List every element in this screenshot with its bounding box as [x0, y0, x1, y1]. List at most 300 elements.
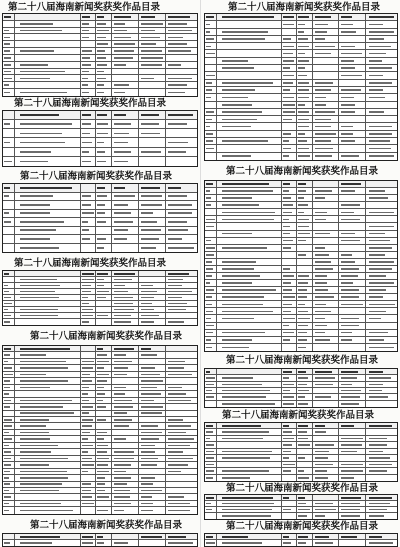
table-cell — [297, 301, 312, 307]
illegible-text — [222, 497, 274, 499]
table-cell — [313, 43, 340, 49]
table-cell — [217, 308, 282, 314]
table-cell — [339, 80, 366, 86]
illegible-text — [315, 515, 325, 517]
table-cell — [112, 218, 139, 226]
table-cell — [297, 58, 312, 64]
illegible-text — [168, 279, 182, 281]
table-cell — [3, 307, 15, 312]
illegible-text — [4, 438, 12, 440]
illegible-text — [168, 64, 181, 66]
illegible-text — [283, 451, 291, 453]
table-cell — [339, 462, 366, 467]
illegible-text — [82, 114, 91, 116]
table-cell — [366, 181, 397, 187]
table-cell — [313, 287, 340, 293]
illegible-text — [141, 354, 157, 356]
table-cell — [339, 455, 366, 460]
illegible-text — [141, 133, 160, 135]
table-cell — [339, 21, 366, 27]
illegible-text — [298, 140, 306, 142]
illegible-text — [341, 97, 353, 99]
illegible-text — [141, 393, 161, 395]
table-cell — [366, 231, 397, 237]
table-cell — [366, 468, 397, 473]
table-row — [205, 513, 397, 519]
table-cell — [366, 266, 397, 272]
table-cell — [15, 501, 81, 506]
table-cell — [3, 120, 15, 128]
illegible-text — [206, 148, 215, 150]
table-cell — [96, 391, 112, 396]
illegible-text — [114, 114, 126, 116]
illegible-text — [20, 510, 73, 512]
table-cell — [313, 369, 340, 374]
table-cell — [15, 277, 81, 282]
award-table — [204, 13, 398, 161]
illegible-text — [341, 390, 361, 392]
illegible-text — [20, 354, 46, 356]
illegible-text — [315, 536, 329, 538]
table-cell — [15, 138, 81, 146]
table-cell — [139, 82, 166, 88]
table-cell — [15, 430, 81, 435]
table-cell — [217, 245, 282, 251]
illegible-text — [168, 78, 191, 80]
table-cell — [313, 394, 340, 399]
illegible-text — [369, 296, 383, 298]
illegible-text — [114, 348, 135, 350]
table-cell — [112, 210, 139, 218]
illegible-text — [82, 16, 91, 18]
table-row — [205, 58, 397, 65]
illegible-text — [315, 431, 326, 433]
table-cell — [339, 87, 366, 93]
table-cell — [81, 411, 97, 416]
illegible-text — [298, 89, 309, 91]
illegible-text — [315, 371, 332, 373]
table-cell — [217, 145, 282, 151]
illegible-text — [206, 261, 213, 263]
table-cell — [96, 469, 112, 474]
table-cell — [112, 120, 139, 128]
table-row — [205, 116, 397, 123]
illegible-text — [315, 261, 331, 263]
table-cell — [112, 385, 139, 390]
table-cell — [139, 62, 166, 68]
table-cell — [81, 494, 97, 499]
illegible-text — [369, 53, 386, 55]
table-cell — [81, 21, 97, 27]
illegible-text — [298, 148, 309, 150]
table-cell — [15, 34, 81, 40]
table-cell — [217, 87, 282, 93]
illegible-text — [315, 219, 326, 221]
table-cell — [366, 301, 397, 307]
table-cell — [15, 157, 81, 166]
table-cell — [3, 283, 15, 288]
table-cell — [282, 109, 297, 115]
table-cell — [297, 238, 312, 244]
table-cell — [282, 29, 297, 35]
table-cell — [96, 301, 112, 306]
illegible-text — [82, 367, 94, 369]
illegible-text — [298, 282, 307, 284]
table-cell — [15, 55, 81, 61]
table-cell — [205, 344, 217, 351]
illegible-text — [82, 78, 88, 80]
table-cell — [339, 29, 366, 35]
table-cell — [96, 430, 112, 435]
table-cell — [297, 14, 312, 20]
table-cell — [166, 540, 197, 546]
illegible-text — [298, 304, 305, 306]
illegible-text — [82, 238, 90, 240]
table-cell — [313, 116, 340, 122]
illegible-text — [168, 43, 187, 45]
table-cell — [339, 223, 366, 229]
table-cell — [339, 382, 366, 387]
table-cell — [366, 382, 397, 387]
table-cell — [15, 41, 81, 47]
illegible-text — [20, 123, 72, 125]
illegible-text — [283, 53, 294, 55]
table-cell — [205, 423, 217, 428]
table-cell — [339, 181, 366, 187]
illegible-text — [341, 46, 354, 48]
illegible-text — [283, 390, 290, 392]
illegible-text — [283, 60, 294, 62]
table-cell — [96, 501, 112, 506]
illegible-text — [114, 393, 125, 395]
table-cell — [15, 210, 81, 218]
illegible-text — [82, 542, 94, 544]
table-cell — [205, 195, 217, 201]
table-cell — [339, 495, 366, 500]
table-cell — [96, 359, 112, 364]
illegible-text — [168, 37, 182, 39]
illegible-text — [206, 226, 214, 228]
table-cell — [313, 294, 340, 300]
illegible-text — [4, 361, 8, 363]
section-heading: 第二十八届海南新闻奖获奖作品目录 — [30, 520, 183, 531]
table-cell — [339, 323, 366, 329]
table-cell — [205, 181, 217, 187]
illegible-text — [298, 438, 307, 440]
illegible-text — [315, 339, 331, 341]
table-row — [205, 344, 397, 351]
illegible-text — [283, 97, 294, 99]
table-cell — [282, 507, 297, 512]
illegible-text — [20, 400, 73, 402]
illegible-text — [97, 71, 104, 73]
award-table — [2, 345, 198, 515]
illegible-text — [20, 387, 50, 389]
illegible-text — [20, 142, 65, 144]
table-cell — [339, 475, 366, 481]
illegible-text — [114, 84, 129, 86]
table-cell — [96, 201, 112, 209]
table-cell — [205, 50, 217, 56]
illegible-text — [114, 309, 134, 311]
illegible-text — [82, 438, 88, 440]
table-cell — [139, 138, 166, 146]
illegible-text — [4, 432, 10, 434]
illegible-text — [369, 425, 392, 427]
illegible-text — [369, 451, 384, 453]
table-cell — [205, 216, 217, 222]
illegible-text — [298, 509, 310, 511]
table-cell — [81, 28, 97, 34]
table-row — [3, 201, 197, 210]
illegible-text — [20, 161, 48, 163]
table-cell — [297, 287, 312, 293]
table-cell — [313, 344, 340, 351]
table-row — [205, 65, 397, 72]
illegible-text — [369, 89, 383, 91]
table-cell — [3, 391, 15, 396]
table-cell — [112, 365, 139, 370]
table-cell — [313, 109, 340, 115]
table-cell — [366, 202, 397, 208]
illegible-text — [97, 374, 109, 376]
award-table — [2, 533, 198, 547]
illegible-text — [20, 151, 51, 153]
table-cell — [166, 398, 197, 403]
table-cell — [112, 469, 139, 474]
illegible-text — [341, 254, 351, 256]
illegible-text — [298, 311, 308, 313]
illegible-text — [315, 332, 326, 334]
table-cell — [81, 430, 97, 435]
table-cell — [366, 238, 397, 244]
table-cell — [282, 294, 297, 300]
table-cell — [139, 359, 166, 364]
illegible-text — [114, 57, 133, 59]
illegible-text — [206, 384, 214, 386]
table-cell — [366, 308, 397, 314]
table-cell — [313, 188, 340, 194]
illegible-text — [283, 247, 291, 249]
illegible-text — [222, 304, 263, 306]
table-cell — [112, 244, 139, 253]
table-cell — [96, 271, 112, 276]
illegible-text — [341, 212, 354, 214]
table-cell — [81, 443, 97, 448]
illegible-text — [222, 438, 263, 440]
table-cell — [282, 382, 297, 387]
illegible-text — [4, 400, 11, 402]
table-cell — [15, 129, 81, 137]
illegible-text — [20, 432, 49, 434]
table-cell — [96, 157, 112, 166]
table-cell — [217, 401, 282, 407]
illegible-text — [114, 23, 125, 25]
illegible-text — [114, 37, 132, 39]
table-cell — [15, 365, 81, 370]
illegible-text — [369, 503, 390, 505]
table-cell — [313, 375, 340, 380]
table-cell — [282, 388, 297, 393]
table-cell — [366, 501, 397, 506]
table-cell — [313, 495, 340, 500]
illegible-text — [141, 229, 161, 231]
table-cell — [282, 513, 297, 519]
illegible-text — [82, 503, 94, 505]
table-cell — [297, 29, 312, 35]
table-cell — [205, 109, 217, 115]
illegible-text — [20, 187, 72, 189]
table-cell — [81, 218, 97, 226]
table-cell — [81, 138, 97, 146]
table-row — [3, 193, 197, 202]
illegible-text — [315, 457, 328, 459]
table-cell — [81, 48, 97, 54]
illegible-text — [298, 133, 305, 135]
illegible-text — [283, 240, 293, 242]
illegible-text — [82, 445, 93, 447]
table-cell — [112, 534, 139, 539]
table-cell — [166, 436, 197, 441]
illegible-text — [114, 142, 128, 144]
illegible-text — [20, 221, 64, 223]
table-cell — [96, 289, 112, 294]
illegible-text — [315, 247, 326, 249]
table-cell — [81, 157, 97, 166]
illegible-text — [20, 374, 46, 376]
table-cell — [217, 131, 282, 137]
table-cell — [166, 359, 197, 364]
illegible-text — [283, 219, 289, 221]
table-cell — [282, 429, 297, 434]
table-cell — [139, 210, 166, 218]
illegible-text — [82, 151, 89, 153]
illegible-text — [97, 536, 103, 538]
table-cell — [139, 469, 166, 474]
table-cell — [205, 495, 217, 500]
illegible-text — [341, 155, 359, 157]
illegible-text — [222, 247, 268, 249]
illegible-text — [206, 16, 214, 18]
table-cell — [217, 344, 282, 351]
illegible-text — [114, 419, 132, 421]
illegible-text — [20, 78, 50, 80]
illegible-text — [315, 425, 326, 427]
table-cell — [297, 102, 312, 108]
illegible-text — [141, 432, 163, 434]
table-cell — [96, 48, 112, 54]
table-cell — [3, 365, 15, 370]
illegible-text — [315, 16, 331, 18]
table-cell — [313, 87, 340, 93]
table-cell — [3, 378, 15, 383]
illegible-text — [206, 542, 215, 544]
illegible-text — [114, 387, 126, 389]
illegible-text — [97, 458, 108, 460]
table-cell — [166, 244, 197, 253]
illegible-text — [206, 133, 213, 135]
table-cell — [366, 50, 397, 56]
table-cell — [112, 301, 139, 306]
table-cell — [139, 244, 166, 253]
table-row — [3, 62, 197, 69]
table-cell — [96, 319, 112, 325]
table-cell — [3, 423, 15, 428]
illegible-text — [298, 318, 310, 320]
table-cell — [15, 218, 81, 226]
illegible-text — [82, 425, 92, 427]
illegible-text — [283, 204, 293, 206]
table-cell — [112, 28, 139, 34]
illegible-text — [20, 536, 60, 538]
table-cell — [112, 378, 139, 383]
illegible-text — [82, 483, 91, 485]
table-cell — [366, 195, 397, 201]
table-cell — [166, 417, 197, 422]
illegible-text — [114, 542, 129, 544]
table-cell — [166, 456, 197, 461]
award-table — [2, 13, 198, 97]
illegible-text — [4, 123, 10, 125]
illegible-text — [4, 367, 12, 369]
illegible-text — [4, 37, 10, 39]
illegible-text — [341, 503, 359, 505]
table-cell — [112, 89, 139, 96]
table-cell — [339, 287, 366, 293]
illegible-text — [168, 123, 187, 125]
illegible-text — [141, 43, 157, 45]
illegible-text — [206, 126, 210, 128]
table-cell — [339, 109, 366, 115]
illegible-text — [97, 387, 104, 389]
illegible-text — [97, 43, 107, 45]
table-cell — [139, 346, 166, 351]
illegible-text — [369, 470, 387, 472]
table-cell — [366, 259, 397, 265]
table-cell — [15, 307, 81, 312]
illegible-text — [4, 458, 11, 460]
table-cell — [297, 21, 312, 27]
table-cell — [166, 501, 197, 506]
illegible-text — [283, 438, 294, 440]
table-cell — [205, 145, 217, 151]
table-cell — [81, 456, 97, 461]
illegible-text — [97, 204, 105, 206]
table-cell — [282, 273, 297, 279]
illegible-text — [341, 477, 353, 479]
table-cell — [297, 429, 312, 434]
illegible-text — [222, 219, 274, 221]
table-cell — [166, 120, 197, 128]
illegible-text — [97, 133, 108, 135]
table-cell — [217, 181, 282, 187]
table-cell — [313, 14, 340, 20]
illegible-text — [97, 380, 107, 382]
table-row — [3, 41, 197, 48]
illegible-text — [369, 268, 392, 270]
table-row — [205, 145, 397, 152]
illegible-text — [141, 483, 153, 485]
table-cell — [96, 120, 112, 128]
table-cell — [205, 58, 217, 64]
illegible-text — [4, 195, 10, 197]
illegible-text — [298, 60, 309, 62]
illegible-text — [4, 43, 10, 45]
illegible-text — [283, 384, 294, 386]
table-cell — [3, 157, 15, 166]
illegible-text — [283, 282, 291, 284]
table-cell — [217, 294, 282, 300]
